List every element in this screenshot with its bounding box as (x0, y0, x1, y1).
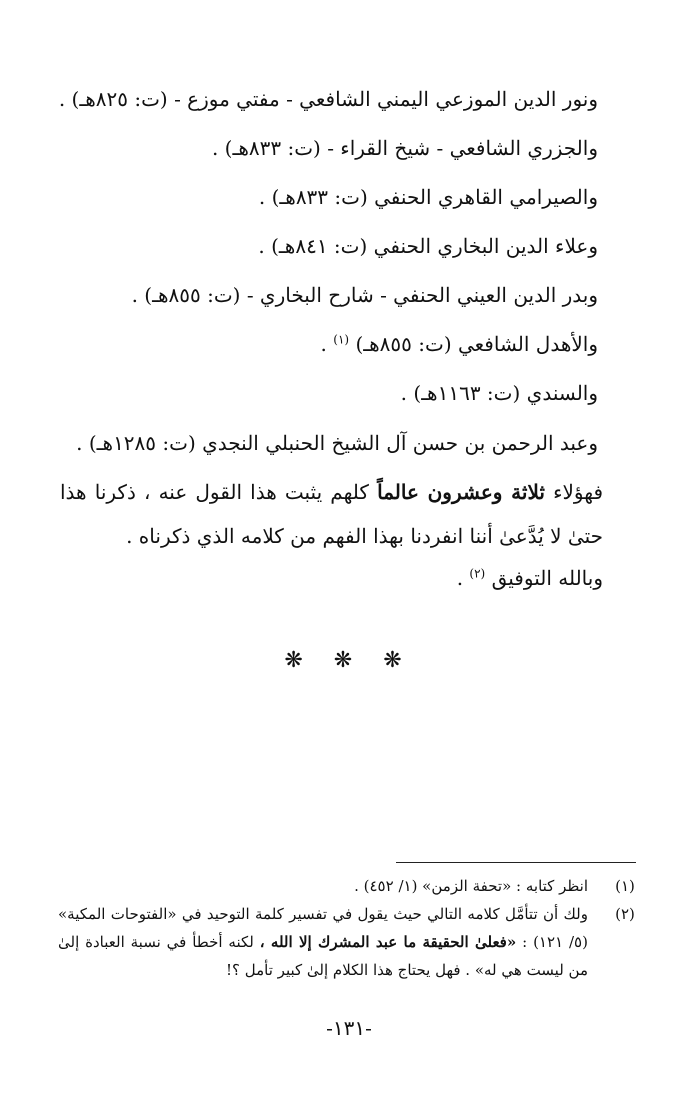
footnote-ref-1[interactable]: (١) (333, 332, 350, 347)
closing-text: وبالله التوفيق (491, 566, 603, 590)
scholar-line-8: وعبد الرحمن بن حسن آل الشيخ الحنبلي النجدي (ت: ١٢٨٥هـ) . (76, 431, 598, 455)
summary-start: فهؤلاء (553, 480, 604, 504)
section-separator: ❋ ❋ ❋ (284, 648, 414, 673)
scholar-line-5: وبدر الدين العيني الحنفي - شارح البخاري - (ت: ٨٥٥هـ) . (131, 283, 598, 307)
footnote-2 (58, 900, 640, 984)
summary-paragraph (60, 470, 603, 558)
closing-end: . (456, 566, 464, 590)
footnote-divider (396, 862, 636, 863)
scholar-line-4: وعلاء الدين البخاري الحنفي (ت: ٨٤١هـ) . (258, 234, 598, 258)
footnote-2-text-b: لكنه أخطأ في نسبة العبادة إلىٰ من ليست هي له» . فهل يحتاج هذا الكلام إلىٰ كبير تأمل ؟! (58, 933, 588, 979)
footnote-2-quote: «فعلىٰ الحقيقة ما عبد المشرك إلا الله ، (259, 933, 517, 951)
scholar-line-6-text: والأهدل الشافعي (ت: ٨٥٥هـ) (355, 332, 598, 356)
footnote-2-text (58, 900, 588, 984)
footnote-1-number: (١) (615, 877, 635, 895)
footnote-1-text: انظر كتابه : «تحفة الزمن» (١/ ٤٥٢) . (354, 877, 588, 895)
summary-rest: كلهم يثبت هذا القول عنه ، ذكرنا هذا حتىٰ لا يُدَّعىٰ أننا انفردنا بهذا الفهم من كلامه الذي ذكرناه . (60, 480, 603, 548)
footnote-2-text-a: ولك أن تتأمَّل كلامه التالي حيث يقول في تفسير كلمة التوحيد في «الفتوحات المكية» (٥/ ١٢١) : (58, 905, 588, 951)
footnote-ref-2[interactable]: (٢) (469, 566, 486, 581)
scholar-line-1: ونور الدين الموزعي اليمني الشافعي - مفتي موزع - (ت: ٨٢٥هـ) . (58, 87, 598, 111)
closing-line (60, 556, 603, 600)
page-number: -١٣١- (326, 1016, 372, 1040)
scholar-line-6 (40, 329, 598, 359)
scholar-line-7: والسندي (ت: ١١٦٣هـ) . (400, 381, 598, 405)
footnote-1 (58, 872, 640, 900)
scholar-line-2: والجزري الشافعي - شيخ القراء - (ت: ٨٣٣هـ) . (211, 136, 598, 160)
footnote-2-number: (٢) (615, 905, 635, 923)
scholar-line-6-end: . (320, 332, 327, 356)
scholar-line-3: والصيرامي القاهري الحنفي (ت: ٨٣٣هـ) . (258, 185, 598, 209)
summary-bold: ثلاثة وعشرون عالماً (377, 480, 545, 504)
